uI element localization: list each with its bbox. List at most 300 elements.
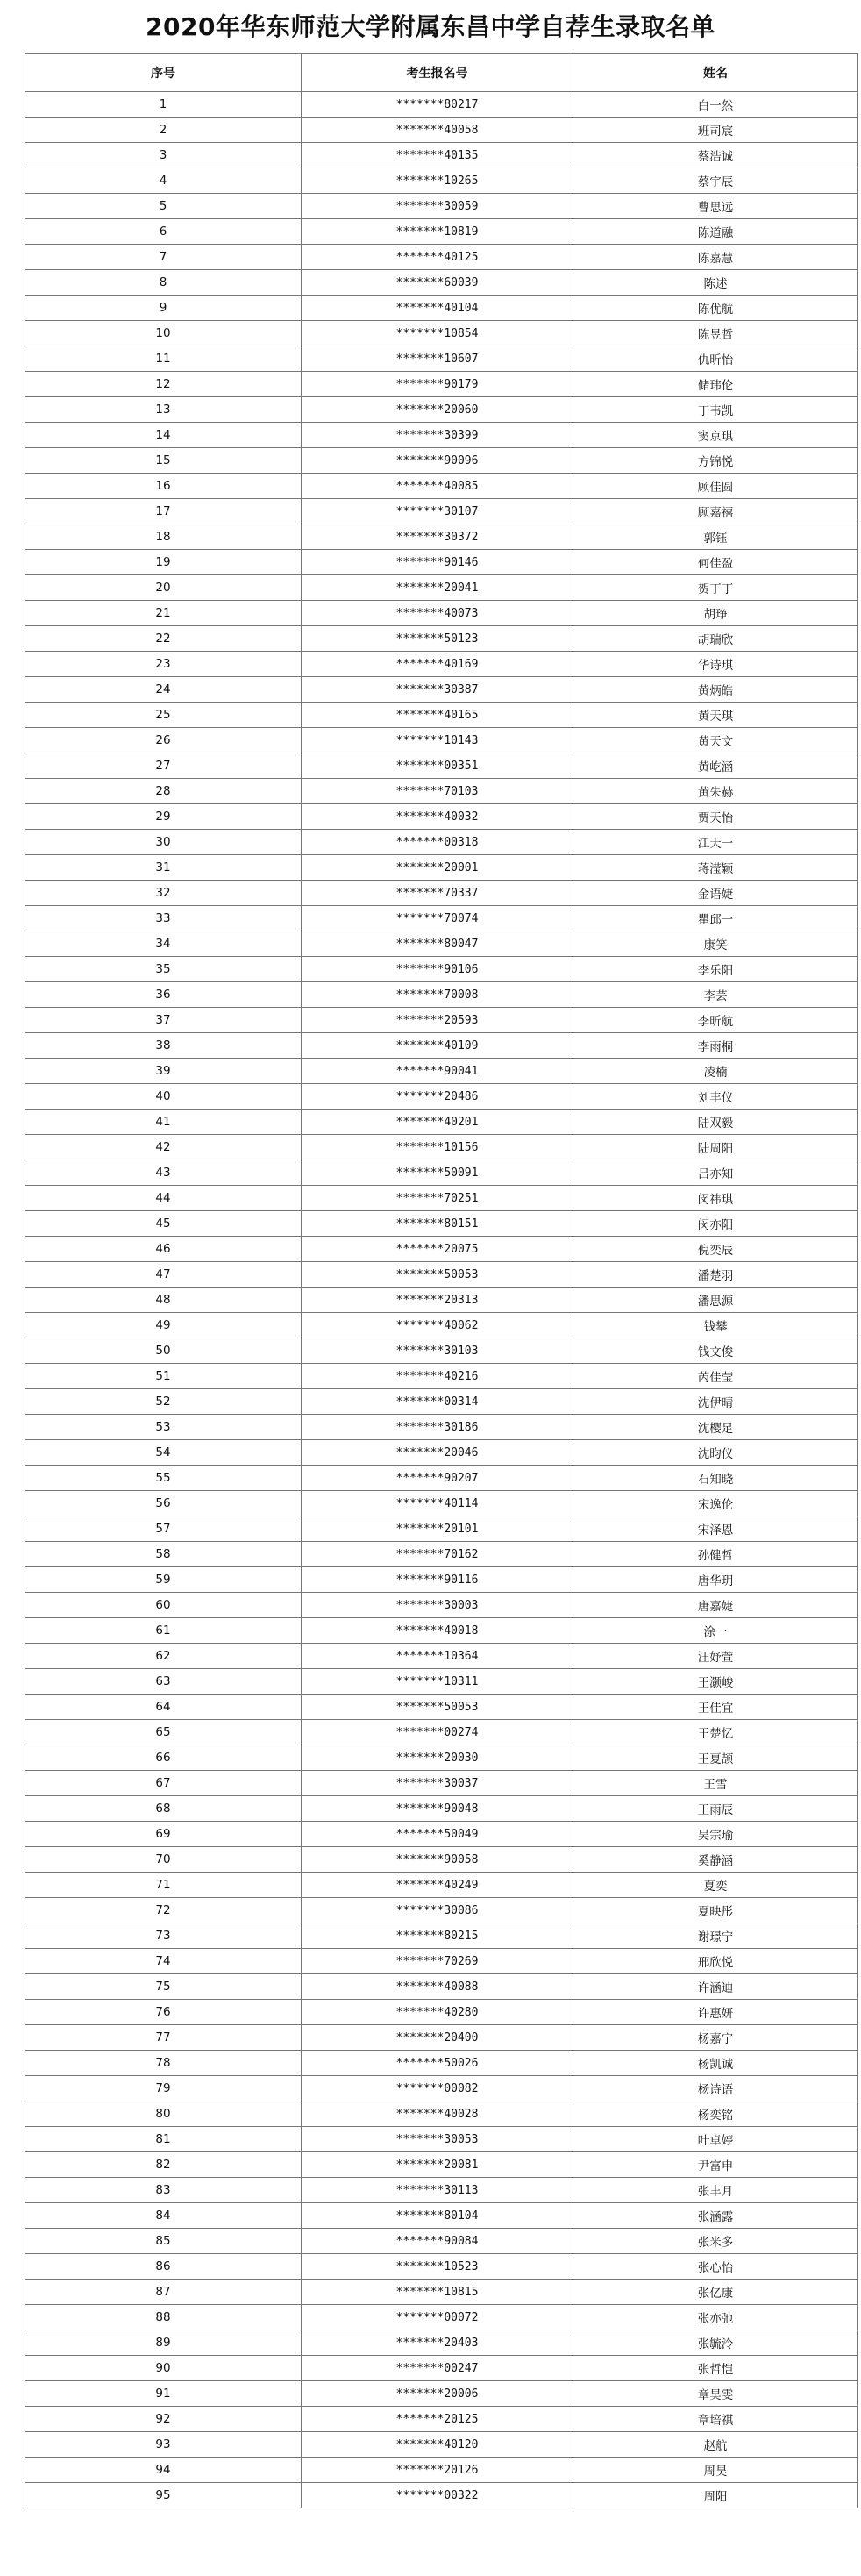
cell-name: 顾嘉禧: [573, 499, 858, 524]
cell-index: 47: [25, 1262, 302, 1288]
cell-registration-number: *******20030: [302, 1745, 573, 1771]
header-name: 姓名: [573, 54, 858, 92]
table-row: [25, 2076, 858, 2101]
cell-index: 49: [25, 1313, 302, 1338]
table-row: [25, 1415, 858, 1440]
cell-name: 赵航: [573, 2432, 858, 2458]
cell-registration-number: *******00082: [302, 2076, 573, 2101]
table-row: [25, 372, 858, 397]
cell-registration-number: *******90106: [302, 957, 573, 982]
cell-index: 46: [25, 1237, 302, 1262]
cell-index: 75: [25, 1974, 302, 2000]
cell-name: 陈嘉慧: [573, 245, 858, 270]
cell-registration-number: *******40125: [302, 245, 573, 270]
cell-index: 37: [25, 1008, 302, 1033]
table-row: [25, 575, 858, 601]
cell-index: 70: [25, 1847, 302, 1873]
cell-name: 夏映彤: [573, 1898, 858, 1923]
cell-registration-number: *******40114: [302, 1491, 573, 1516]
cell-registration-number: *******80217: [302, 92, 573, 118]
cell-name: 吕亦知: [573, 1160, 858, 1186]
table-row: [25, 2178, 858, 2203]
cell-name: 潘思源: [573, 1288, 858, 1313]
cell-index: 27: [25, 753, 302, 779]
cell-registration-number: *******30059: [302, 194, 573, 219]
cell-registration-number: *******20403: [302, 2330, 573, 2356]
cell-index: 26: [25, 728, 302, 753]
table-row: [25, 448, 858, 474]
table-row: [25, 2229, 858, 2254]
table-row: [25, 1745, 858, 1771]
table-row: [25, 2432, 858, 2458]
cell-name: 白一然: [573, 92, 858, 118]
cell-name: 夏奕: [573, 1873, 858, 1898]
table-header-row: [25, 54, 858, 92]
cell-name: 蒋滢颖: [573, 855, 858, 881]
cell-registration-number: *******10156: [302, 1135, 573, 1160]
cell-index: 72: [25, 1898, 302, 1923]
table-row: [25, 2330, 858, 2356]
cell-registration-number: *******40018: [302, 1618, 573, 1644]
cell-name: 黄朱赫: [573, 779, 858, 804]
cell-index: 86: [25, 2254, 302, 2280]
cell-name: 仇昕怡: [573, 346, 858, 372]
table-row: [25, 1262, 858, 1288]
cell-index: 78: [25, 2051, 302, 2076]
cell-name: 许涵迪: [573, 1974, 858, 2000]
cell-index: 91: [25, 2381, 302, 2407]
table-row: [25, 1720, 858, 1745]
table-row: [25, 524, 858, 550]
table-row: [25, 550, 858, 575]
table-row: [25, 1491, 858, 1516]
cell-index: 58: [25, 1542, 302, 1567]
cell-name: 胡瑞欣: [573, 626, 858, 652]
cell-index: 6: [25, 219, 302, 245]
cell-index: 34: [25, 931, 302, 957]
cell-index: 10: [25, 321, 302, 346]
cell-index: 9: [25, 296, 302, 321]
table-row: [25, 957, 858, 982]
table-row: [25, 830, 858, 855]
table-row: [25, 2407, 858, 2432]
cell-name: 章培祺: [573, 2407, 858, 2432]
cell-registration-number: *******40104: [302, 296, 573, 321]
cell-registration-number: *******90179: [302, 372, 573, 397]
cell-index: 56: [25, 1491, 302, 1516]
table-row: [25, 1237, 858, 1262]
table-row: [25, 1110, 858, 1135]
cell-name: 叶卓婷: [573, 2127, 858, 2152]
table-row: [25, 2280, 858, 2305]
cell-index: 17: [25, 499, 302, 524]
header-registration-number: 考生报名号: [302, 54, 573, 92]
cell-name: 吴宗瑜: [573, 1822, 858, 1847]
cell-index: 48: [25, 1288, 302, 1313]
cell-registration-number: *******70074: [302, 906, 573, 931]
cell-name: 贺丁丁: [573, 575, 858, 601]
cell-name: 李昕航: [573, 1008, 858, 1033]
table-row: [25, 982, 858, 1008]
cell-index: 77: [25, 2025, 302, 2051]
cell-registration-number: *******80151: [302, 1211, 573, 1237]
table-row: [25, 2305, 858, 2330]
cell-name: 凌楠: [573, 1059, 858, 1084]
cell-name: 闵祎琪: [573, 1186, 858, 1211]
cell-registration-number: *******40120: [302, 2432, 573, 2458]
cell-index: 80: [25, 2101, 302, 2127]
table-row: [25, 474, 858, 499]
cell-name: 陈昱哲: [573, 321, 858, 346]
cell-index: 67: [25, 1771, 302, 1796]
cell-name: 蔡浩诚: [573, 143, 858, 168]
cell-index: 65: [25, 1720, 302, 1745]
cell-name: 华诗琪: [573, 652, 858, 677]
table-row: [25, 1288, 858, 1313]
cell-name: 钱攀: [573, 1313, 858, 1338]
admission-table: [25, 53, 858, 2508]
cell-registration-number: *******30037: [302, 1771, 573, 1796]
table-row: [25, 118, 858, 143]
table-row: [25, 626, 858, 652]
cell-name: 胡琤: [573, 601, 858, 626]
table-row: [25, 1923, 858, 1949]
cell-registration-number: *******70337: [302, 881, 573, 906]
table-row: [25, 499, 858, 524]
header-index: 序号: [25, 54, 302, 92]
cell-registration-number: *******20125: [302, 2407, 573, 2432]
cell-registration-number: *******30003: [302, 1593, 573, 1618]
table-row: [25, 1847, 858, 1873]
table-row: [25, 1873, 858, 1898]
cell-index: 66: [25, 1745, 302, 1771]
cell-index: 4: [25, 168, 302, 194]
cell-name: 曹思远: [573, 194, 858, 219]
table-row: [25, 1516, 858, 1542]
cell-name: 王雨辰: [573, 1796, 858, 1822]
table-row: [25, 2203, 858, 2229]
table-row: [25, 1974, 858, 2000]
table-row: [25, 1008, 858, 1033]
cell-registration-number: *******50053: [302, 1262, 573, 1288]
cell-index: 28: [25, 779, 302, 804]
cell-index: 95: [25, 2483, 302, 2508]
cell-registration-number: *******90084: [302, 2229, 573, 2254]
cell-index: 85: [25, 2229, 302, 2254]
cell-index: 18: [25, 524, 302, 550]
cell-index: 29: [25, 804, 302, 830]
table-row: [25, 1644, 858, 1669]
cell-name: 刘丰仪: [573, 1084, 858, 1110]
cell-registration-number: *******20006: [302, 2381, 573, 2407]
table-row: [25, 2152, 858, 2178]
cell-name: 储玮伦: [573, 372, 858, 397]
table-row: [25, 2254, 858, 2280]
cell-registration-number: *******20075: [302, 1237, 573, 1262]
cell-name: 张涵露: [573, 2203, 858, 2229]
table-row: [25, 1440, 858, 1466]
table-row: [25, 245, 858, 270]
table-row: [25, 677, 858, 703]
table-row: [25, 296, 858, 321]
cell-name: 王夏颉: [573, 1745, 858, 1771]
cell-registration-number: *******40058: [302, 118, 573, 143]
table-row: [25, 1567, 858, 1593]
cell-registration-number: *******50091: [302, 1160, 573, 1186]
table-row: [25, 168, 858, 194]
cell-index: 81: [25, 2127, 302, 2152]
cell-index: 22: [25, 626, 302, 652]
cell-name: 顾佳圆: [573, 474, 858, 499]
cell-index: 43: [25, 1160, 302, 1186]
cell-name: 沈昀仪: [573, 1440, 858, 1466]
cell-registration-number: *******40280: [302, 2000, 573, 2025]
cell-name: 班司宸: [573, 118, 858, 143]
cell-registration-number: *******40028: [302, 2101, 573, 2127]
cell-index: 40: [25, 1084, 302, 1110]
cell-registration-number: *******90096: [302, 448, 573, 474]
cell-index: 92: [25, 2407, 302, 2432]
table-row: [25, 804, 858, 830]
table-row: [25, 2381, 858, 2407]
cell-registration-number: *******90041: [302, 1059, 573, 1084]
cell-index: 57: [25, 1516, 302, 1542]
table-body: [25, 92, 858, 2508]
cell-name: 唐华玥: [573, 1567, 858, 1593]
cell-name: 钱文俊: [573, 1338, 858, 1364]
cell-registration-number: *******50123: [302, 626, 573, 652]
table-row: [25, 143, 858, 168]
cell-name: 金语婕: [573, 881, 858, 906]
cell-name: 王雪: [573, 1771, 858, 1796]
table-row: [25, 1542, 858, 1567]
cell-registration-number: *******40216: [302, 1364, 573, 1389]
cell-registration-number: *******20041: [302, 575, 573, 601]
cell-registration-number: *******10815: [302, 2280, 573, 2305]
table-row: [25, 1669, 858, 1695]
table-row: [25, 270, 858, 296]
cell-index: 83: [25, 2178, 302, 2203]
cell-index: 33: [25, 906, 302, 931]
cell-name: 黄屹涵: [573, 753, 858, 779]
cell-registration-number: *******20486: [302, 1084, 573, 1110]
table-row: [25, 881, 858, 906]
cell-name: 邢欣悦: [573, 1949, 858, 1974]
cell-name: 张心怡: [573, 2254, 858, 2280]
cell-name: 芮佳莹: [573, 1364, 858, 1389]
table-row: [25, 1313, 858, 1338]
cell-index: 59: [25, 1567, 302, 1593]
cell-registration-number: *******30103: [302, 1338, 573, 1364]
table-row: [25, 2127, 858, 2152]
table-row: [25, 1593, 858, 1618]
cell-registration-number: *******40073: [302, 601, 573, 626]
cell-index: 41: [25, 1110, 302, 1135]
cell-index: 19: [25, 550, 302, 575]
cell-name: 张毓泠: [573, 2330, 858, 2356]
cell-index: 8: [25, 270, 302, 296]
cell-registration-number: *******70103: [302, 779, 573, 804]
cell-registration-number: *******40085: [302, 474, 573, 499]
cell-registration-number: *******40088: [302, 1974, 573, 2000]
cell-name: 杨诗语: [573, 2076, 858, 2101]
table-row: [25, 1389, 858, 1415]
table-row: [25, 2025, 858, 2051]
cell-index: 74: [25, 1949, 302, 1974]
cell-index: 23: [25, 652, 302, 677]
cell-index: 84: [25, 2203, 302, 2229]
cell-name: 张哲恺: [573, 2356, 858, 2381]
cell-name: 章昊雯: [573, 2381, 858, 2407]
table-row: [25, 753, 858, 779]
cell-registration-number: *******70251: [302, 1186, 573, 1211]
cell-registration-number: *******20400: [302, 2025, 573, 2051]
cell-registration-number: *******20046: [302, 1440, 573, 1466]
cell-index: 64: [25, 1695, 302, 1720]
cell-index: 44: [25, 1186, 302, 1211]
cell-index: 50: [25, 1338, 302, 1364]
cell-registration-number: *******70269: [302, 1949, 573, 1974]
cell-name: 陈优航: [573, 296, 858, 321]
cell-registration-number: *******00351: [302, 753, 573, 779]
cell-registration-number: *******00247: [302, 2356, 573, 2381]
cell-registration-number: *******60039: [302, 270, 573, 296]
cell-registration-number: *******20126: [302, 2458, 573, 2483]
table-row: [25, 601, 858, 626]
cell-registration-number: *******30399: [302, 423, 573, 448]
table-row: [25, 2000, 858, 2025]
cell-name: 杨嘉宁: [573, 2025, 858, 2051]
cell-index: 36: [25, 982, 302, 1008]
cell-name: 蔡宇辰: [573, 168, 858, 194]
cell-registration-number: *******80104: [302, 2203, 573, 2229]
cell-registration-number: *******20593: [302, 1008, 573, 1033]
table-row: [25, 321, 858, 346]
cell-registration-number: *******30387: [302, 677, 573, 703]
cell-index: 53: [25, 1415, 302, 1440]
cell-registration-number: *******70008: [302, 982, 573, 1008]
cell-registration-number: *******00318: [302, 830, 573, 855]
cell-registration-number: *******90116: [302, 1567, 573, 1593]
table-row: [25, 346, 858, 372]
cell-name: 唐嘉婕: [573, 1593, 858, 1618]
cell-index: 2: [25, 118, 302, 143]
cell-index: 51: [25, 1364, 302, 1389]
cell-registration-number: *******30186: [302, 1415, 573, 1440]
cell-index: 5: [25, 194, 302, 219]
cell-registration-number: *******40201: [302, 1110, 573, 1135]
cell-registration-number: *******40169: [302, 652, 573, 677]
cell-name: 石知晓: [573, 1466, 858, 1491]
cell-registration-number: *******40109: [302, 1033, 573, 1059]
cell-registration-number: *******10311: [302, 1669, 573, 1695]
cell-registration-number: *******80047: [302, 931, 573, 957]
cell-registration-number: *******40032: [302, 804, 573, 830]
cell-name: 谢璟宁: [573, 1923, 858, 1949]
cell-index: 35: [25, 957, 302, 982]
cell-index: 90: [25, 2356, 302, 2381]
cell-index: 54: [25, 1440, 302, 1466]
table-row: [25, 194, 858, 219]
cell-index: 13: [25, 397, 302, 423]
cell-index: 20: [25, 575, 302, 601]
cell-name: 尹富申: [573, 2152, 858, 2178]
table-row: [25, 1338, 858, 1364]
cell-index: 87: [25, 2280, 302, 2305]
cell-name: 李乐阳: [573, 957, 858, 982]
table-row: [25, 1796, 858, 1822]
cell-name: 王楚忆: [573, 1720, 858, 1745]
table-row: [25, 2051, 858, 2076]
cell-name: 涂一: [573, 1618, 858, 1644]
cell-registration-number: *******10607: [302, 346, 573, 372]
cell-name: 沈伊晴: [573, 1389, 858, 1415]
cell-registration-number: *******80215: [302, 1923, 573, 1949]
cell-registration-number: *******40165: [302, 703, 573, 728]
table-row: [25, 2101, 858, 2127]
table-row: [25, 652, 858, 677]
table-row: [25, 1364, 858, 1389]
cell-registration-number: *******40062: [302, 1313, 573, 1338]
cell-registration-number: *******00072: [302, 2305, 573, 2330]
cell-name: 黄天琪: [573, 703, 858, 728]
cell-index: 45: [25, 1211, 302, 1237]
cell-index: 63: [25, 1669, 302, 1695]
cell-registration-number: *******10819: [302, 219, 573, 245]
cell-name: 张亿康: [573, 2280, 858, 2305]
cell-index: 55: [25, 1466, 302, 1491]
cell-name: 潘楚羽: [573, 1262, 858, 1288]
cell-registration-number: *******50026: [302, 2051, 573, 2076]
table-row: [25, 1059, 858, 1084]
cell-index: 82: [25, 2152, 302, 2178]
table-row: [25, 1618, 858, 1644]
cell-registration-number: *******90207: [302, 1466, 573, 1491]
cell-name: 汪妤萱: [573, 1644, 858, 1669]
cell-name: 杨凯诚: [573, 2051, 858, 2076]
table-row: [25, 2483, 858, 2508]
cell-name: 江天一: [573, 830, 858, 855]
table-row: [25, 2356, 858, 2381]
cell-name: 奚静涵: [573, 1847, 858, 1873]
cell-name: 陆周阳: [573, 1135, 858, 1160]
cell-name: 方锦悦: [573, 448, 858, 474]
cell-name: 陆双毅: [573, 1110, 858, 1135]
cell-index: 76: [25, 2000, 302, 2025]
table-row: [25, 1695, 858, 1720]
table-row: [25, 1135, 858, 1160]
table-row: [25, 779, 858, 804]
cell-index: 21: [25, 601, 302, 626]
table-row: [25, 931, 858, 957]
cell-index: 31: [25, 855, 302, 881]
cell-registration-number: *******00314: [302, 1389, 573, 1415]
cell-registration-number: *******20313: [302, 1288, 573, 1313]
cell-index: 25: [25, 703, 302, 728]
table-row: [25, 703, 858, 728]
cell-registration-number: *******90058: [302, 1847, 573, 1873]
table-row: [25, 397, 858, 423]
table-row: [25, 1466, 858, 1491]
cell-name: 郭钰: [573, 524, 858, 550]
cell-index: 68: [25, 1796, 302, 1822]
cell-index: 71: [25, 1873, 302, 1898]
cell-index: 3: [25, 143, 302, 168]
cell-index: 12: [25, 372, 302, 397]
cell-name: 杨奕铭: [573, 2101, 858, 2127]
cell-registration-number: *******20060: [302, 397, 573, 423]
table-row: [25, 906, 858, 931]
